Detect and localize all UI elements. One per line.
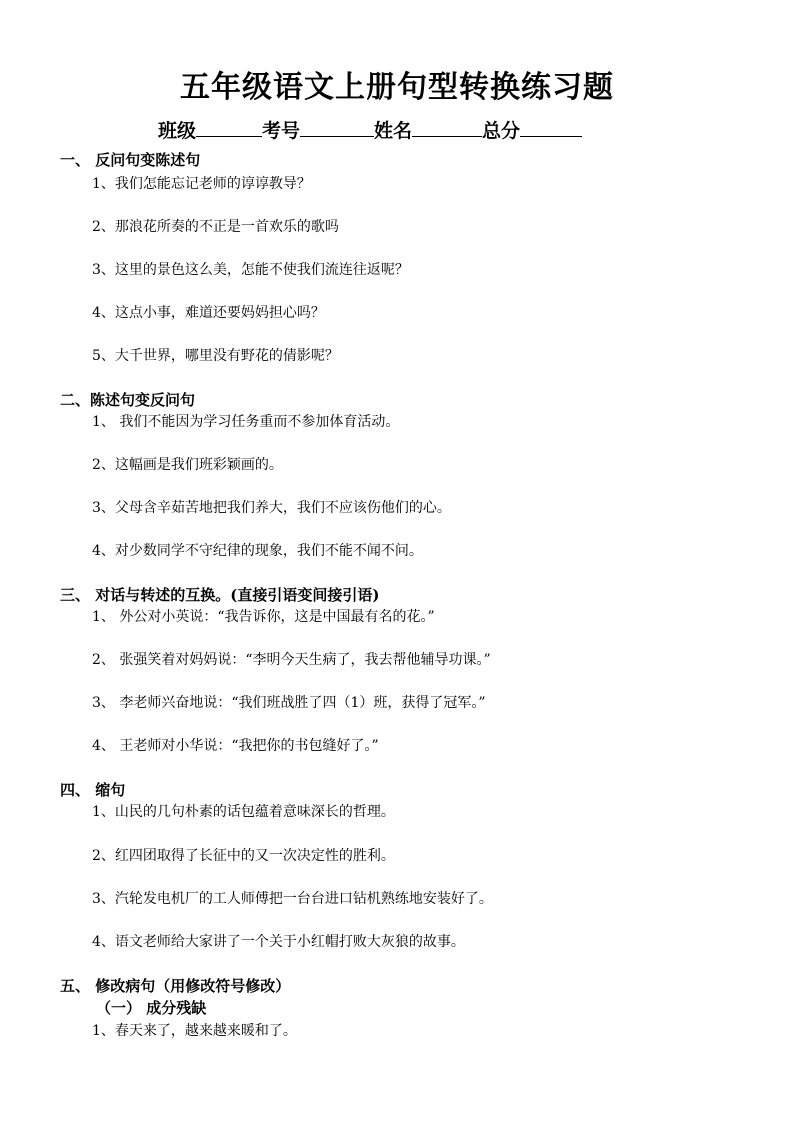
student-info-line bbox=[158, 116, 582, 143]
score-blank bbox=[520, 118, 582, 137]
question-4-3: 3、汽轮发电机厂的工人师傅把一台台进口钻机熟练地安装好了。 bbox=[92, 891, 493, 907]
question-4-1: 1、山民的几句朴素的话包蕴着意味深长的哲理。 bbox=[92, 804, 395, 820]
class-blank bbox=[196, 118, 262, 137]
question-2-3: 3、父母含辛茹苦地把我们养大，我们不应该伤他们的心。 bbox=[92, 500, 451, 516]
score-label: 总分 bbox=[482, 120, 521, 142]
name-label: 姓名 bbox=[374, 120, 413, 142]
section-heading-5: 五、 修改病句（用修改符号修改） bbox=[60, 977, 291, 995]
question-4-4: 4、语文老师给大家讲了一个关于小红帽打败大灰狼的故事。 bbox=[92, 934, 465, 950]
page-title: 五年级语文上册句型转换练习题 bbox=[180, 70, 614, 105]
question-1-2: 2、那浪花所奏的不正是一首欢乐的歌吗 bbox=[92, 219, 339, 235]
section-heading-4: 四、 缩句 bbox=[60, 781, 126, 799]
question-1-3: 3、这里的景色这么美，怎能不使我们流连往返呢？ bbox=[92, 262, 409, 278]
name-blank bbox=[412, 118, 482, 137]
subsection-heading-5-1: （一） 成分残缺 bbox=[96, 999, 207, 1017]
question-1-1: 1、我们怎能忘记老师的谆谆教导？ bbox=[92, 176, 311, 192]
exam-no-blank bbox=[300, 118, 374, 137]
question-1-4: 4、这点小事，难道还要妈妈担心吗？ bbox=[92, 305, 325, 321]
section-heading-1: 一、 反问句变陈述句 bbox=[60, 151, 201, 169]
question-4-2: 2、红四团取得了长征中的又一次决定性的胜利。 bbox=[92, 848, 395, 864]
question-2-4: 4、对少数同学不守纪律的现象，我们不能不闻不问。 bbox=[92, 543, 423, 559]
class-label: 班级 bbox=[158, 120, 197, 142]
exam-no-label: 考号 bbox=[262, 120, 301, 142]
question-3-3: 3、 李老师兴奋地说：“我们班战胜了四（1）班，获得了冠军。” bbox=[92, 695, 486, 711]
question-3-1: 1、 外公对小英说：“我告诉你，这是中国最有名的花。” bbox=[92, 609, 435, 625]
section-heading-2: 二、陈述句变反问句 bbox=[60, 391, 196, 409]
question-5-1: 1、春天来了，越来越来暖和了。 bbox=[92, 1023, 297, 1039]
question-1-5: 5、大千世界，哪里没有野花的倩影呢？ bbox=[92, 348, 339, 364]
question-3-4: 4、 王老师对小华说：“我把你的书包缝好了。” bbox=[92, 738, 379, 754]
section-heading-3: 三、 对话与转述的互换。(直接引语变间接引语) bbox=[60, 586, 380, 604]
question-2-1: 1、 我们不能因为学习任务重而不参加体育活动。 bbox=[92, 414, 400, 430]
question-2-2: 2、这幅画是我们班彩颖画的。 bbox=[92, 457, 283, 473]
question-3-2: 2、 张强笑着对妈妈说：“李明今天生病了，我去帮他辅导功课。” bbox=[92, 652, 491, 668]
